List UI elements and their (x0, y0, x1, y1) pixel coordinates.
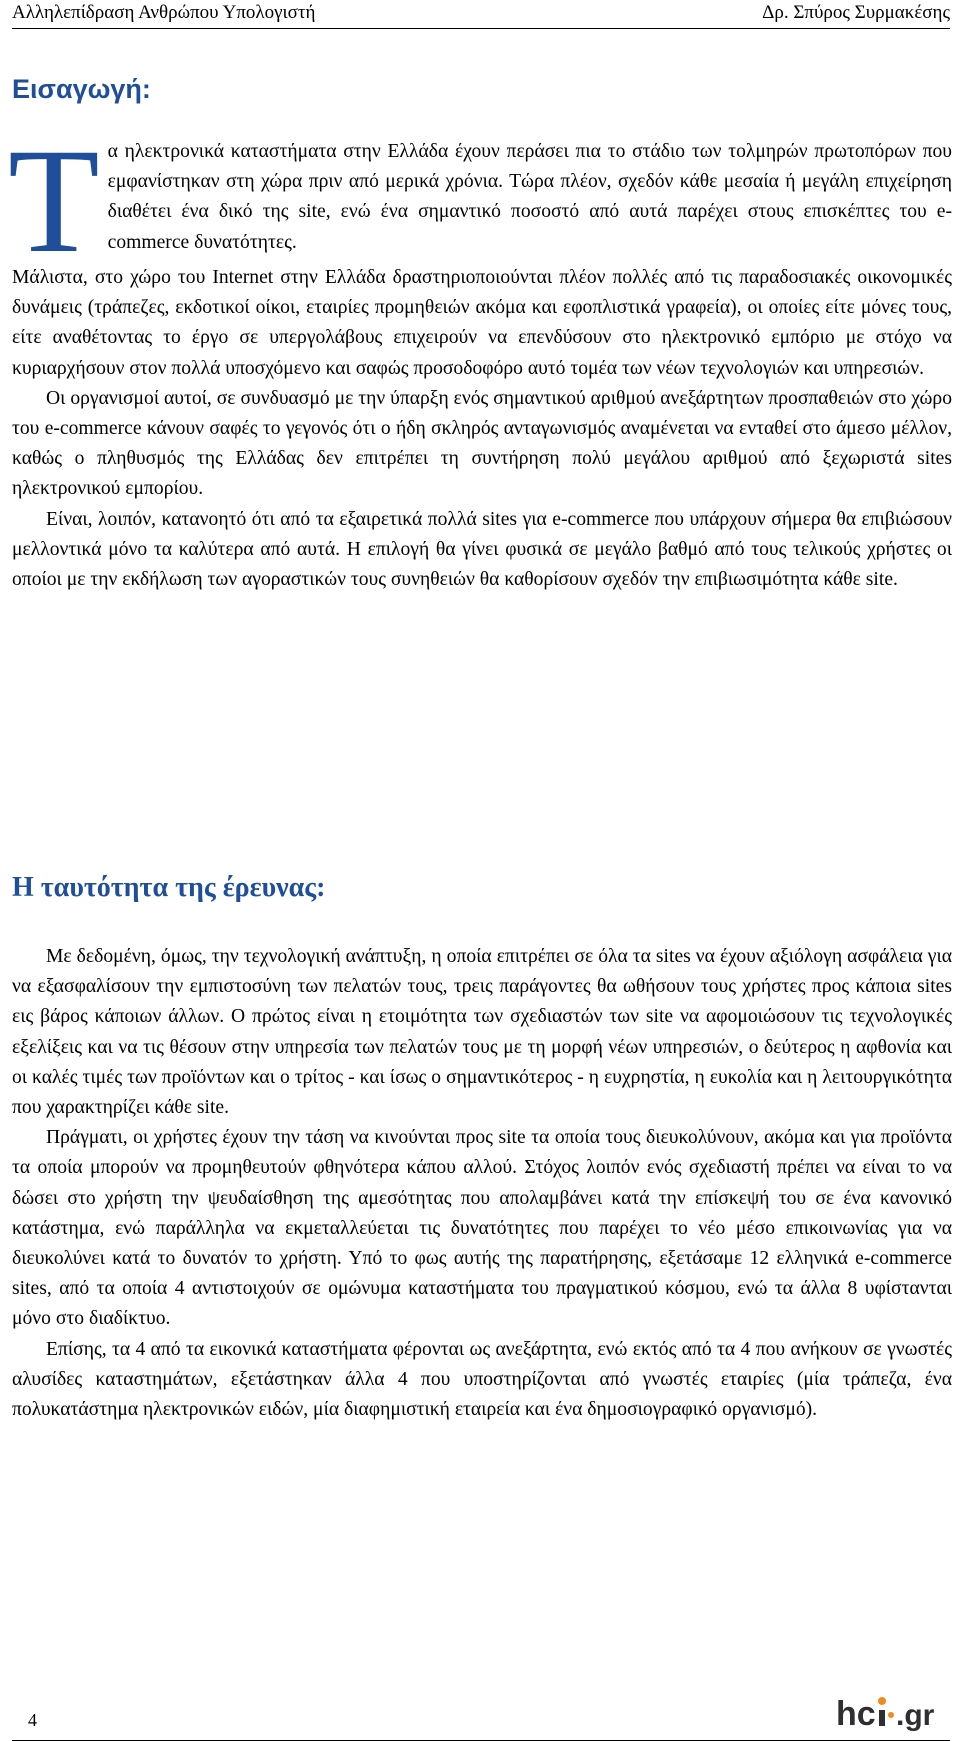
page-footer (12, 1681, 950, 1741)
hci-gr-logo (834, 1691, 944, 1735)
paragraph: Οι οργανισμοί αυτοί, σε συνδυασμό με την ύπαρξη ενός σημαντικού αριθμού ανεξάρτητων προσπαθειών στο χώρο του e-commerce κάνουν σαφές το γεγονός ότι ο ήδη σκληρός ανταγωνισμός αναμένεται να ενταθεί στο άμεσο μέλλον, καθώς ο πληθυσμός της Ελλάδας δεν επιτρέπει τη συντήρηση πολύ μεγάλου αριθμού από ξεχωριστά sites ηλεκτρονικού εμπορίου. (12, 387, 952, 500)
svg-text:.gr: .gr (896, 1699, 935, 1732)
header-author: Δρ. Σπύρος Συρμακέσης (762, 2, 950, 23)
header-course-title: Αλληλεπίδραση Ανθρώπου Υπολογιστή (12, 2, 316, 23)
paragraph: Πράγματι, οι χρήστες έχουν την τάση να κινούνται προς site τα οποία τους διευκολύνουν, ακόμα και για προϊόντα τα οποία μπορούν να προμηθευτούν φθηνότερα κάπου αλλού. Στόχος λοιπόν ενός σχεδιαστή πρέπει να είναι το να δώσει στο χρήστη την ψευδαίσθηση της αμεσότητας που απολαμβάνει κατά την επίσκεψή του σε ένα κανονικό κατάστημα, ενώ παράλληλα να εκμεταλλεύεται τις δυνατότητες που παρέχει το νέο μέσο επικοινωνίας για να διευκολύνει κατά το δυνατόν το χρήστη. Υπό το φως αυτής της παρατήρησης, εξετάσαμε 12 ελληνικά e-commerce sites, από τα οποία 4 αντιστοιχούν σε ομώνυμα καταστήματα του πραγματικού κόσμου, ενώ τα άλλα 8 υφίστανται μόνο στο διαδίκτυο. (12, 1127, 952, 1330)
section-title-introduction: Εισαγωγή: (12, 74, 151, 104)
introduction-body (8, 118, 952, 595)
paragraph: Μάλιστα, στο χώρο του Internet στην Ελλάδα δραστηριοποιούνται πλέον πολλές από τις παραδοσιακές οικονομικές δυνάμεις (τράπεζες, εκδοτικοί οίκοι, εταιρίες προμηθειών ακόμα και εφοπλιστικά γραφεία), οι οποίες είτε μόνες τους, είτε αναθέτοντας το έργο σε υπεργολάβους επιχειρούν να επενδύσουν στο ηλεκτρονικό εμπόριο με στόχο να κυριαρχήσουν στον πολλά υποσχόμενο και σαφώς προσοδοφόρο αυτό τομέα των νέων τεχνολογιών και υπηρεσιών. (12, 267, 952, 379)
paragraph: Επίσης, τα 4 από τα εικονικά καταστήματα φέρονται ως ανεξάρτητα, ενώ εκτός από τα 4 που ανήκουν σε γνωστές αλυσίδες καταστημάτων, εξετάστηκαν άλλα 4 που υποστηρίζονται από γνωστές εταιρίες (μία τράπεζα, ένα πολυκατάστημα ηλεκτρονικών ειδών, μία διαφημιστική εταιρεία και ένα δημοσιογραφικό οργανισμό). (12, 1338, 952, 1421)
research-body (12, 942, 952, 1425)
paragraph: Είναι, λοιπόν, κατανοητό ότι από τα εξαιρετικά πολλά sites για e-commerce που υπάρχουν σήμερα θα επιβιώσουν μελλοντικά μόνο τα καλύτερα από αυτά. Η επιλογή θα γίνει φυσικά σε μεγάλο βαθμό από τους τελικούς χρήστες οι οποίοι με την εκδήλωση των αγοραστικών τους συνηθειών θα καθορίσουν σχεδόν την επιβιωσιμότητα κάθε site. (12, 508, 952, 591)
section-title-research-identity: Η ταυτότητα της έρευνας: (12, 872, 326, 903)
paragraph (8, 118, 952, 284)
paragraph-text: α ηλεκτρονικά καταστήματα στην Ελλάδα έχουν περάσει πια το στάδιο των τολμηρών πρωτοπόρων που εμφανίστηκαν στη χώρα πριν από μερικά χρόνια. Τώρα πλέον, σχεδόν κάθε μεσαία ή μεγάλη επιχείρηση διαθέτει ένα δικό της site, ενώ ένα σημαντικό ποσοστό από αυτά παρέχει στους επισκέπτες του e-commerce δυνατότητες. (107, 141, 952, 253)
drop-cap: Τ (8, 118, 100, 284)
page-number: 4 (28, 1710, 37, 1730)
svg-text:hc: hc (836, 1695, 876, 1733)
page-header (12, 0, 950, 29)
paragraph: Με δεδομένη, όμως, την τεχνολογική ανάπτυξη, η οποία επιτρέπει σε όλα τα sites να έχουν αξιόλογη ασφάλεια για να εξασφαλίσουν την εμπιστοσύνη των πελατών τους, τρεις παράγοντες θα ωθήσουν τους χρήστες προς κάποια sites εις βάρος κάποιων άλλων. Ο πρώτος είναι η ετοιμότητα των σχεδιαστών των site να αφομοιώσουν τις τεχνολογικές εξελίξεις και να τις θέσουν στην υπηρεσία των πελατών τους με τη μορφή νέων υπηρεσιών, ο δεύτερος η αφθονία και οι καλές τιμές των προϊόντων και ο τρίτος - και ίσως ο σημαντικότερος - η ευχρηστία, η ευκολία και η λειτουργικότητα που χαρακτηρίζει κάθε site. (12, 946, 952, 1119)
